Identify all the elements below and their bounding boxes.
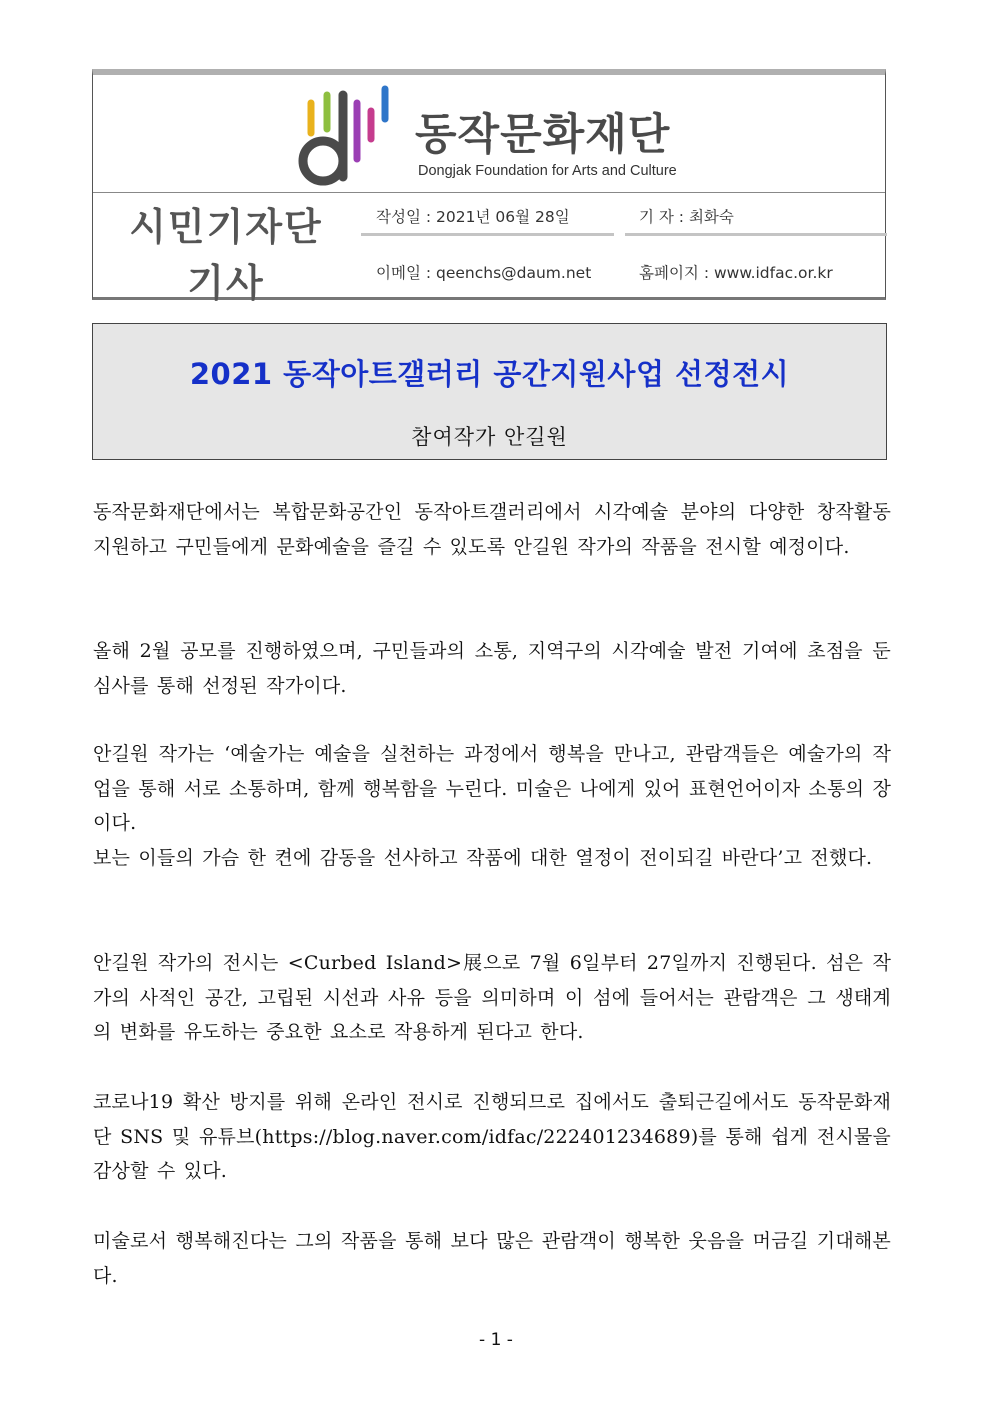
org-name-korean: 동작문화재단 xyxy=(415,110,671,160)
homepage-url: 홈페이지 : www.idfac.or.kr xyxy=(639,264,833,282)
date-written: 작성일 : 2021년 06월 28일 xyxy=(376,208,570,226)
email-address: 이메일 : qeenchs@daum.net xyxy=(376,264,592,282)
page-number: - 1 - xyxy=(479,1330,513,1350)
label-line-2: 기사 xyxy=(187,261,265,305)
logo-area xyxy=(93,75,885,193)
paragraph-group xyxy=(93,737,891,875)
citizen-reporter-label xyxy=(93,192,359,305)
label-line-1: 시민기자단 xyxy=(129,205,323,249)
paragraph: 동작문화재단에서는 복합문화공간인 동작아트갤러리에서 시각예술 분야의 다양한 창작활동 지원하고 구민들에게 문화예술을 즐길 수 있도록 안길원 작가의 작품을 전시할 예정이다. xyxy=(93,501,891,558)
divider xyxy=(625,233,887,236)
paragraph: 안길원 작가의 전시는 <Curbed Island>展으로 7월 6일부터 27일까지 진행된다. 섬은 작가의 사적인 공간, 고립된 시선과 사유 등을 의미하며 이 섬에 들어서는 관람객은 그 생태계의 변화를 유도하는 중요한 요소로 작용하게 된다고 한다. xyxy=(93,952,891,1043)
org-name-english: Dongjak Foundation for Arts and Culture xyxy=(418,163,677,179)
divider xyxy=(361,233,614,236)
title-box xyxy=(92,323,887,460)
article-title: 2021 동작아트갤러리 공간지원사업 선정전시 xyxy=(189,357,790,391)
reporter-name: 기 자 : 최화숙 xyxy=(639,208,734,226)
article-subtitle: 참여작가 안길원 xyxy=(411,425,568,449)
foundation-logo-icon xyxy=(296,81,396,189)
article-header xyxy=(92,69,886,305)
paragraph: 미술로서 행복해진다는 그의 작품을 통해 보다 많은 관람객이 행복한 웃음을 머금길 기대해본다. xyxy=(93,1230,891,1287)
paragraph: 보는 이들의 가슴 한 켠에 감동을 선사하고 작품에 대한 열정이 전이되길 바란다’고 전했다. xyxy=(93,846,873,869)
paragraph: 올해 2월 공모를 진행하였으며, 구민들과의 소통, 지역구의 시각예술 발전 기여에 초점을 둔 심사를 통해 선정된 작가이다. xyxy=(93,640,891,697)
paragraph: 코로나19 확산 방지를 위해 온라인 전시로 진행되므로 집에서도 출퇴근길에서도 동작문화재단 SNS 및 유튜브(https://blog.naver.com/idfac/222401234689)를 통해 쉽게 전시물을 감상할 수 있다. xyxy=(93,1091,891,1182)
paragraph: 안길원 작가는 ‘예술가는 예술을 실천하는 과정에서 행복을 만나고, 관람객들은 예술가의 작업을 통해 서로 소통하며, 함께 행복함을 누린다. 미술은 나에게 있어 표현언어이자 소통의 장이다. xyxy=(93,743,891,834)
